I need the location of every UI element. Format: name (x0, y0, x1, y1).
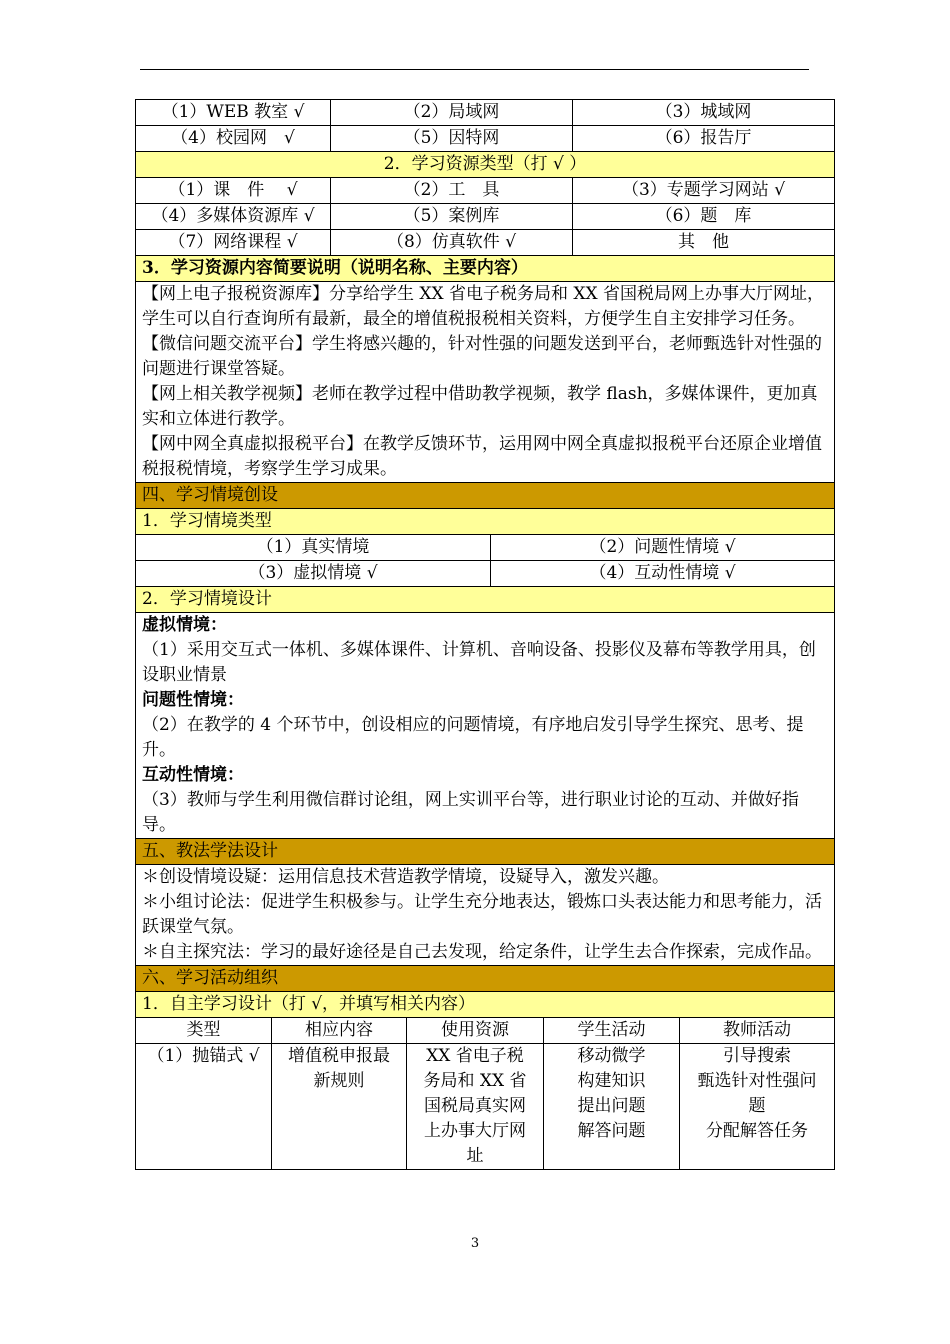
teacher-activity-line: 分配解答任务 (706, 1121, 808, 1141)
resource-desc-paragraph: 【微信问题交流平台】学生将感兴趣的，针对性强的问题发送到平台，老师甄选针对性强的问题进行课堂答疑。 (142, 334, 822, 379)
activity-resource-cell (407, 1044, 544, 1170)
teacher-activity-line: 引导搜索 (723, 1046, 791, 1066)
resource-type-cell: （6）题 库 (573, 204, 835, 230)
page-number: 3 (470, 1236, 480, 1251)
content-line: 新规则 (313, 1071, 365, 1091)
network-cell: （2）局域网 (331, 100, 573, 126)
resource-desc-paragraph: 【网中网全真虚拟报税平台】在教学反馈环节，运用网中网全真虚拟报税平台还原企业增值税报税情境，考察学生学习成果。 (142, 434, 822, 479)
column-header: 类型 (136, 1018, 272, 1044)
network-cell: （5）因特网 (331, 126, 573, 152)
situation-type-cell: （2）问题性情境 √ (491, 535, 835, 561)
section6-title: 六、学习活动组织 (136, 966, 835, 992)
design-text: （1）采用交互式一体机、多媒体课件、计算机、音响设备、投影仪及幕布等教学用具，创设职业情景 (142, 640, 816, 685)
method-item: ＊创设情境设疑：运用信息技术营造教学情境，设疑导入，激发兴趣。 (142, 867, 669, 887)
design-text: （2）在教学的 4 个环节中，创设相应的问题情境，有序地启发引导学生探究、思考、提升。 (142, 715, 804, 760)
resource-type-cell: 其 他 (573, 230, 835, 256)
section4-title: 四、学习情境创设 (136, 483, 835, 509)
column-header: 使用资源 (407, 1018, 544, 1044)
situation-type-cell: （4）互动性情境 √ (491, 561, 835, 587)
network-cell: （4）校园网 √ (136, 126, 331, 152)
design-heading: 问题性情境： (142, 690, 244, 710)
resource-type-cell: （2）工 具 (331, 178, 573, 204)
situation-type-cell: （3）虚拟情境 √ (136, 561, 491, 587)
resource-type-cell: （1）课 件 √ (136, 178, 331, 204)
resource-type-cell: （8）仿真软件 √ (331, 230, 573, 256)
resource-type-cell: （7）网络课程 √ (136, 230, 331, 256)
student-activity-line: 构建知识 (577, 1071, 646, 1091)
student-activity-line: 解答问题 (577, 1121, 646, 1141)
column-header: 教师活动 (680, 1018, 835, 1044)
resource-line: XX 省电子税 (426, 1046, 524, 1066)
resource-desc-title: 3．学习资源内容简要说明（说明名称、主要内容） (136, 256, 835, 282)
network-cell: （3）城域网 (573, 100, 835, 126)
design-heading: 互动性情境： (142, 765, 244, 785)
lesson-plan-table (135, 99, 834, 1170)
design-text: （3）教师与学生利用微信群讨论组，网上实训平台等，进行职业讨论的互动、并做好指导。 (142, 790, 799, 835)
method-item: ＊自主探究法：学习的最好途径是自己去发现，给定条件，让学生去合作探索，完成作品。 (142, 942, 822, 962)
teacher-activity-line: 题 (748, 1096, 766, 1116)
method-body (136, 865, 835, 966)
activity-content-cell (272, 1044, 407, 1170)
situation-design-body (136, 613, 835, 839)
situation-type-cell: （1）真实情境 (136, 535, 491, 561)
section6-sub1: 1．自主学习设计（打 √，并填写相关内容） (136, 992, 835, 1018)
resource-type-cell: （5）案例库 (331, 204, 573, 230)
student-activity-cell (544, 1044, 680, 1170)
self-study-table (135, 1017, 835, 1170)
resource-type-cell: （3）专题学习网站 √ (573, 178, 835, 204)
section4-sub1: 1．学习情境类型 (136, 509, 835, 535)
resource-type-cell: （4）多媒体资源库 √ (136, 204, 331, 230)
section4-sub2: 2．学习情境设计 (136, 587, 835, 613)
network-cell: （1）WEB 教室 √ (136, 100, 331, 126)
network-cell: （6）报告厅 (573, 126, 835, 152)
resource-desc-body (136, 282, 835, 483)
resource-line: 上办事大厅网 (424, 1121, 526, 1141)
student-activity-line: 提出问题 (577, 1096, 646, 1116)
column-header: 学生活动 (544, 1018, 680, 1044)
network-table (135, 99, 835, 483)
resource-types-title: 2．学习资源类型（打 √ ） (136, 152, 835, 178)
student-activity-line: 移动微学 (577, 1046, 646, 1066)
teacher-activity-cell (680, 1044, 835, 1170)
section5-title: 五、教法学法设计 (136, 839, 835, 865)
column-header: 相应内容 (272, 1018, 407, 1044)
method-item: ＊小组讨论法：促进学生积极参与。让学生充分地表达，锻炼口头表达能力和思考能力，活跃课堂气氛。 (142, 892, 822, 937)
header-rule (140, 69, 809, 70)
resource-desc-paragraph: 【网上相关教学视频】老师在教学过程中借助教学视频，教学 flash，多媒体课件，更加真实和立体进行教学。 (142, 384, 818, 429)
resource-line: 国税局真实网 (424, 1096, 526, 1116)
content-line: 增值税申报最 (288, 1046, 390, 1066)
section4-table (135, 482, 835, 1018)
resource-line: 务局和 XX 省 (423, 1071, 527, 1091)
resource-desc-paragraph: 【网上电子报税资源库】分享给学生 XX 省电子税务局和 XX 省国税局网上办事大厅网址，学生可以自行查询所有最新，最全的增值税报税相关资料，方便学生自主安排学习任务。 (142, 284, 825, 329)
activity-type-cell: （1）抛锚式 √ (136, 1044, 272, 1170)
resource-line: 址 (466, 1146, 484, 1166)
teacher-activity-line: 甄选针对性强问 (697, 1071, 817, 1091)
design-heading: 虚拟情境： (142, 615, 227, 635)
